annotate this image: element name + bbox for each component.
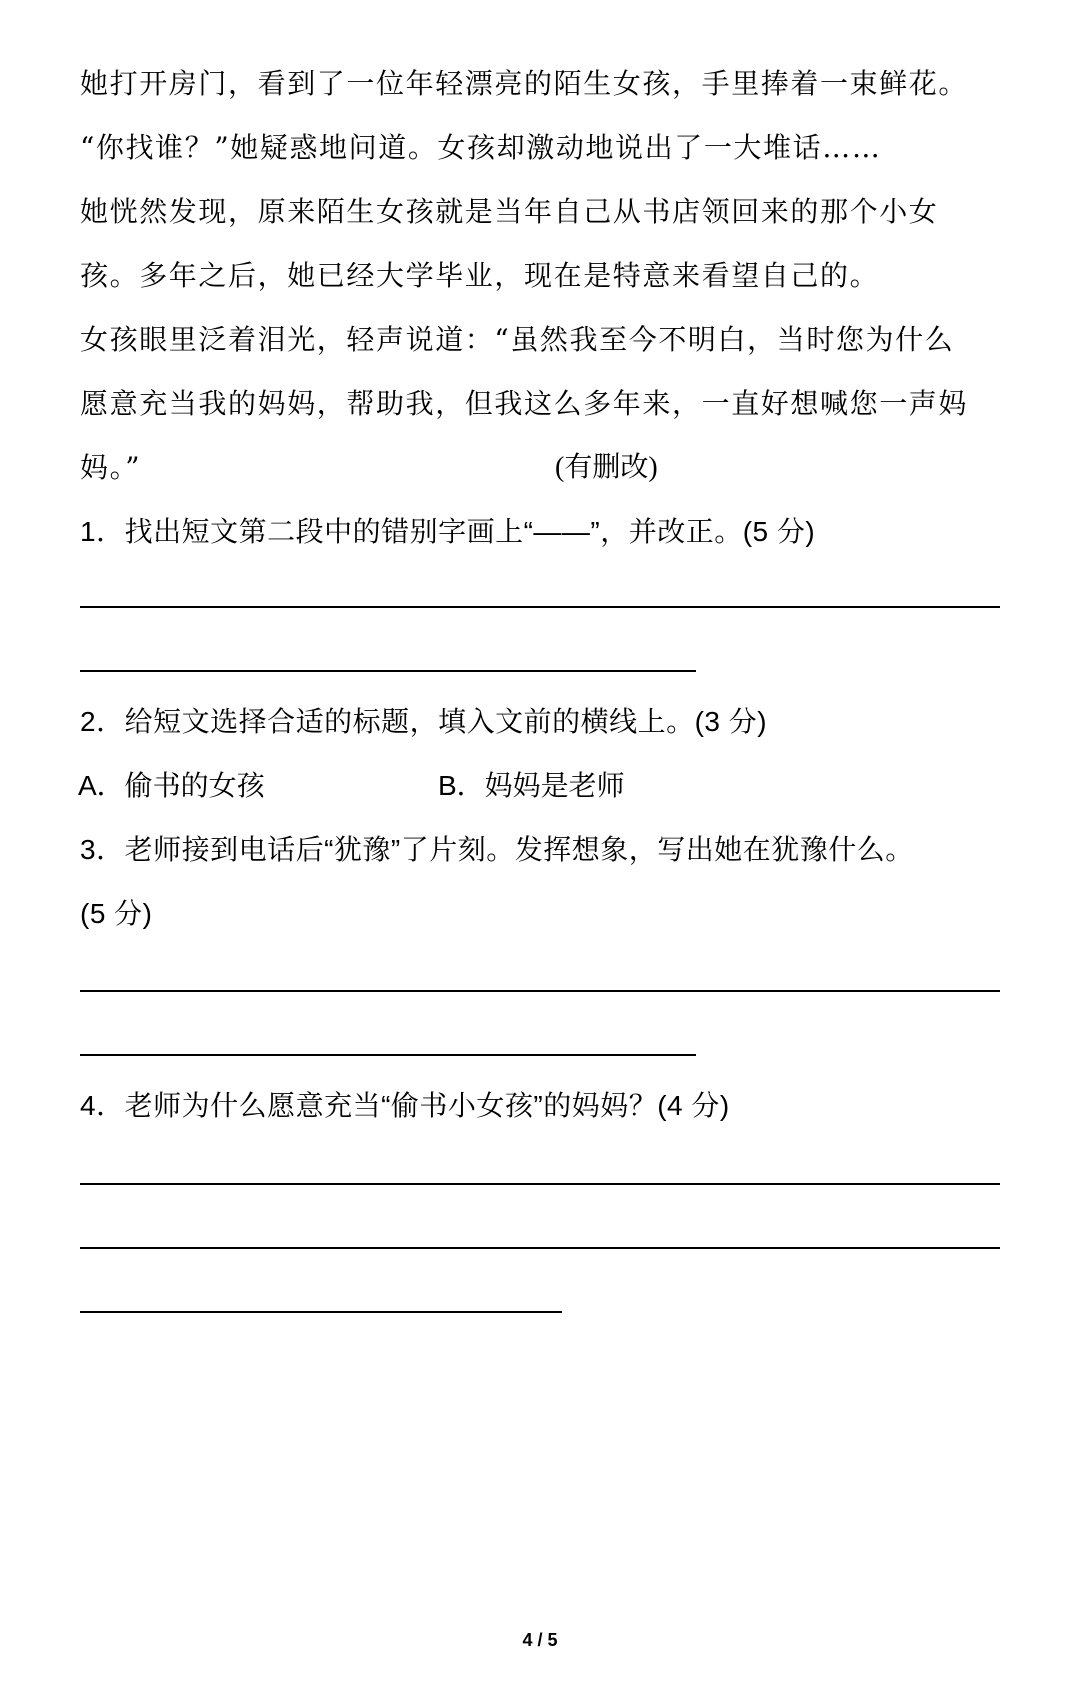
question-3-score: (5 分): [80, 898, 153, 929]
answer-line-1b[interactable]: [80, 670, 696, 672]
question-1: 1．找出短文第二段中的错别字画上“——”，并改正。(5 分): [80, 516, 816, 547]
answer-line-4b[interactable]: [80, 1247, 1000, 1249]
page-number: 4 / 5: [522, 1630, 558, 1650]
question-3: 3．老师接到电话后“犹豫”了片刻。发挥想象，写出她在犹豫什么。: [80, 834, 914, 865]
passage-line-6: 愿意充当我的妈妈，帮助我，但我这么多年来，一直好想喊您一声妈: [80, 387, 969, 420]
answer-line-1a[interactable]: [80, 606, 1000, 608]
question-2: 2．给短文选择合适的标题，填入文前的横线上。(3 分): [80, 706, 768, 737]
question-4: 4．老师为什么愿意充当“偷书小女孩”的妈妈？(4 分): [80, 1090, 730, 1121]
answer-line-3a[interactable]: [80, 990, 1000, 992]
answer-line-3b[interactable]: [80, 1054, 696, 1056]
option-b[interactable]: B．妈妈是老师: [438, 770, 625, 801]
passage-line-5: 女孩眼里泛着泪光，轻声说道：“虽然我至今不明白，当时您为什么: [80, 323, 955, 356]
passage-line-2: “你找谁？”她疑惑地问道。女孩却激动地说出了一大堆话……: [80, 131, 882, 164]
answer-line-4c[interactable]: [80, 1311, 562, 1313]
passage-line-3: 她恍然发现，原来陌生女孩就是当年自己从书店领回来的那个小女: [80, 195, 939, 228]
edit-note: (有删改): [555, 452, 658, 483]
passage-line-1: 她打开房门，看到了一位年轻漂亮的陌生女孩，手里捧着一束鲜花。: [80, 67, 969, 100]
option-a[interactable]: A．偷书的女孩: [78, 770, 265, 801]
passage-line-7: 妈。”: [80, 451, 142, 484]
passage-line-4: 孩。多年之后，她已经大学毕业，现在是特意来看望自己的。: [80, 259, 880, 292]
answer-line-4a[interactable]: [80, 1183, 1000, 1185]
